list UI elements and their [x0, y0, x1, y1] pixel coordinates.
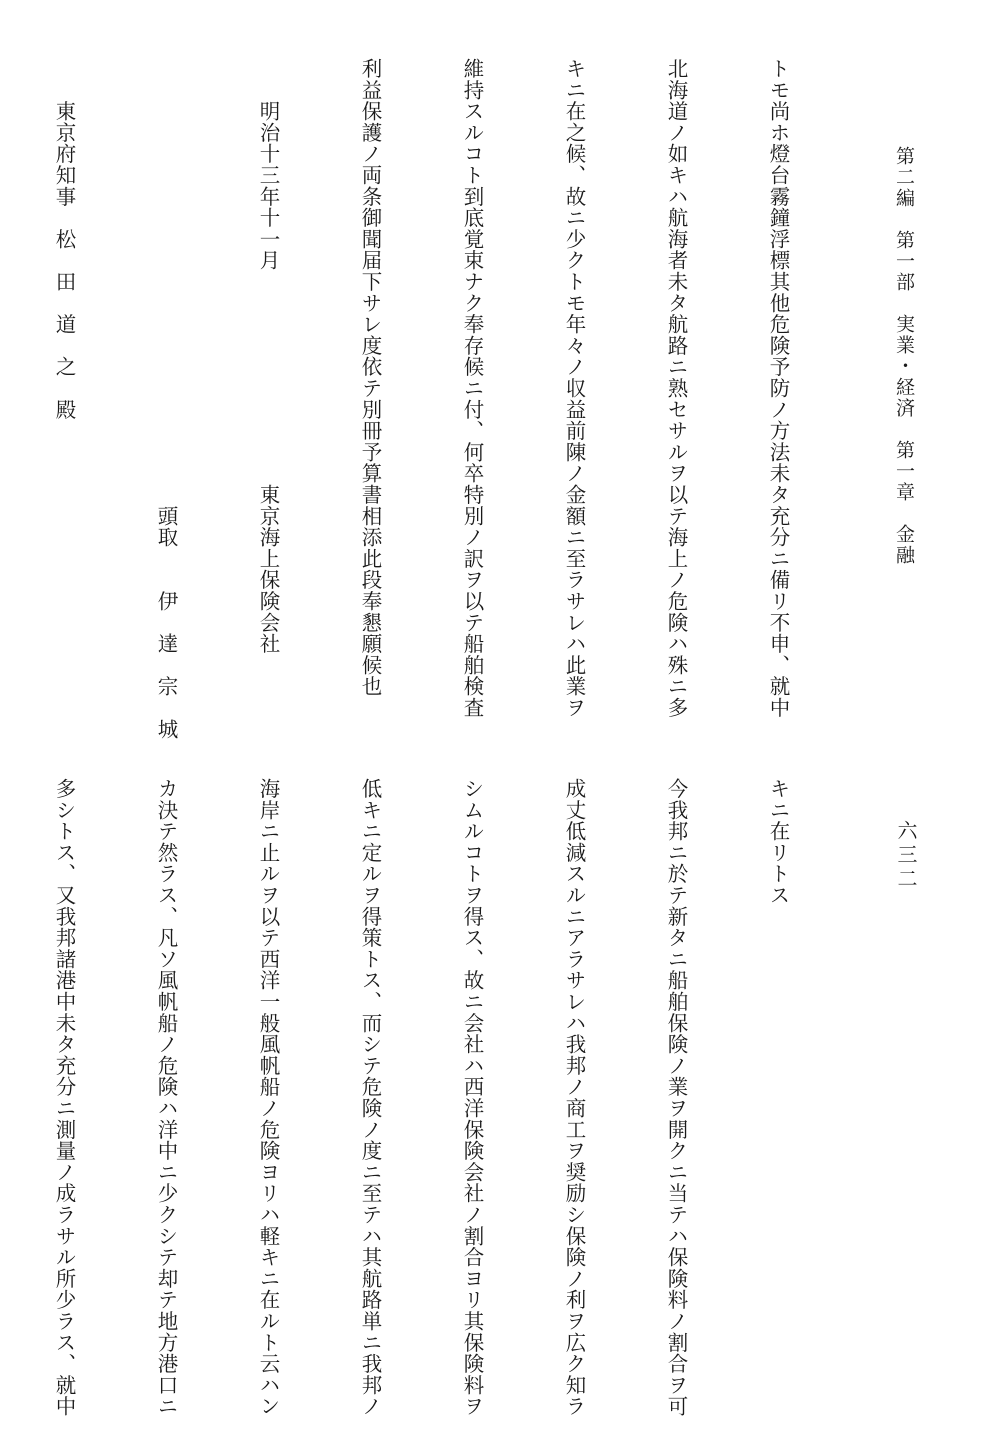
- text-line: 低キニ定ルヲ得策トス、而シテ危険ノ度ニ至テハ其航路単ニ我邦ノ: [358, 778, 382, 1417]
- date-line: 明治十三年十一月 東京海上保険会社: [256, 58, 280, 655]
- text-line: カ決テ然ラス、凡ソ風帆船ノ危険ハ洋中ニ少クシテ却テ地方港口ニ: [154, 778, 178, 1417]
- text-line: 北海道ノ如キハ航海者未タ航路ニ熟セサルヲ以テ海上ノ危険ハ殊ニ多: [664, 58, 688, 719]
- text-line: シムルコトヲ得ス、故ニ会社ハ西洋保険会社ノ割合ヨリ其保険料ヲ: [460, 778, 484, 1417]
- addressee-line: 東京府知事 松 田 道 之 殿: [52, 58, 76, 421]
- text-line: 維持スルコト到底覚束ナク奉存候ニ付、何卒特別ノ訳ヲ以テ船舶検査: [460, 58, 484, 719]
- text-line: 多シトス、又我邦諸港中未タ充分ニ測量ノ成ラサル所少ラス、就中: [52, 778, 76, 1417]
- running-header: 第二編 第一部 実業・経済 第一章 金融: [893, 146, 915, 566]
- upper-text-block: [0, 58, 863, 740]
- text-line: 成丈低減スルニアラサレハ我邦ノ商工ヲ奨励シ保険ノ利ヲ広ク知ラ: [562, 778, 586, 1417]
- text-line: トモ尚ホ燈台霧鐘浮標其他危険予防ノ方法未タ充分ニ備リ不申、就中: [766, 58, 790, 719]
- page-number: 六三二: [894, 820, 918, 892]
- text-line: 今我邦ニ於テ新タニ船舶保険ノ業ヲ開クニ当テハ保険料ノ割合ヲ可: [664, 778, 688, 1417]
- signatory-line: 頭取 伊 達 宗 城: [154, 58, 178, 740]
- text-line: 海岸ニ止ルヲ以テ西洋一般風帆船ノ危険ヨリハ軽キニ在ルト云ハン: [256, 778, 280, 1417]
- lower-text-block: [0, 778, 863, 1417]
- text-line: 利益保護ノ両条御聞届下サレ度依テ別冊予算書相添此段奉懇願候也: [358, 58, 382, 697]
- text-line: キニ在リトス: [766, 778, 790, 906]
- text-line: キニ在之候、故ニ少クトモ年々ノ収益前陳ノ金額ニ至ラサレハ此業ヲ: [562, 58, 586, 719]
